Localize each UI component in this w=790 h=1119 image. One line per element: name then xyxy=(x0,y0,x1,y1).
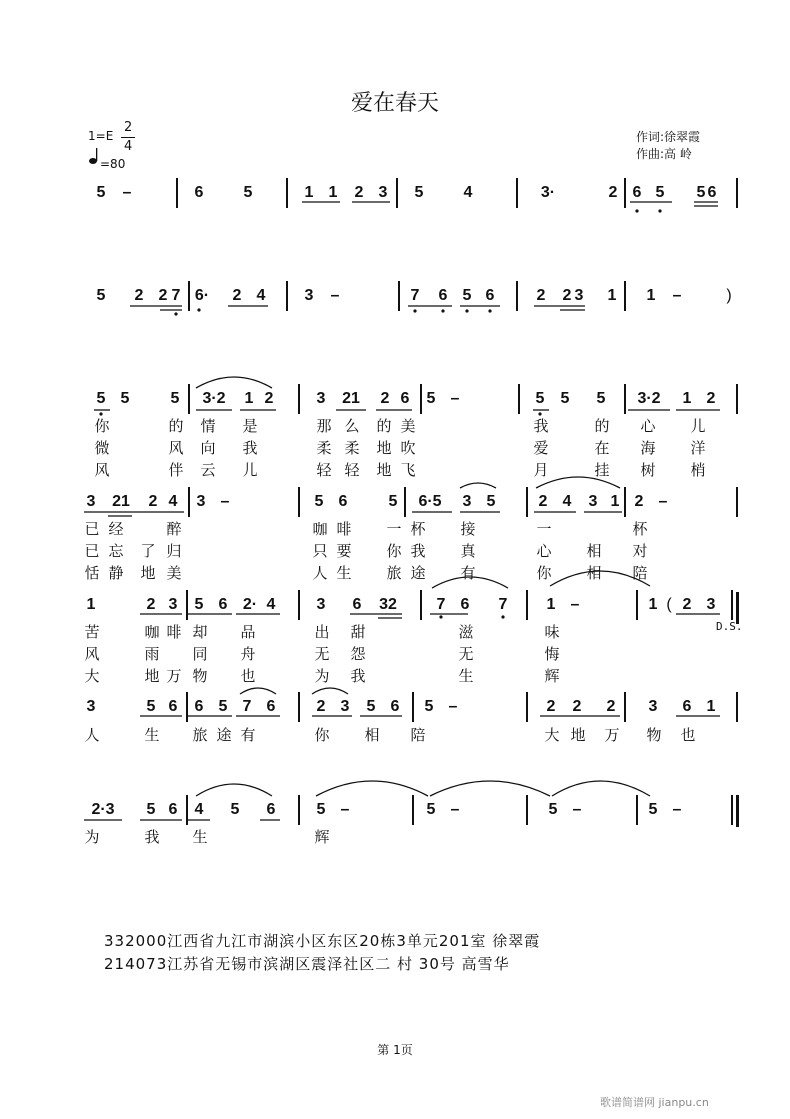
lyric: 轻 xyxy=(316,461,332,479)
note: 5 xyxy=(96,184,106,201)
note: 5 xyxy=(424,698,434,715)
lyric: 飞 xyxy=(400,461,416,479)
lyric: 却 xyxy=(192,623,208,641)
note: 7 xyxy=(498,596,508,613)
note: 32 xyxy=(379,596,397,613)
lyric: 心 xyxy=(536,542,552,560)
lyric: 悔 xyxy=(544,645,560,663)
note: 6 xyxy=(460,596,470,613)
note: 3 xyxy=(648,698,658,715)
note: 2 xyxy=(264,390,274,407)
note: 2 xyxy=(354,184,364,201)
barline xyxy=(526,487,528,517)
note: 1 xyxy=(682,390,692,407)
barline xyxy=(624,178,626,208)
note: 1 xyxy=(706,698,716,715)
lyric: 爱 xyxy=(533,439,549,457)
lyric: 陪 xyxy=(410,726,426,744)
barline xyxy=(412,795,414,825)
note: 1 xyxy=(244,390,254,407)
lyric: 一 xyxy=(536,520,552,538)
note: – xyxy=(330,287,340,304)
barline xyxy=(412,692,414,722)
note: 5 xyxy=(243,184,253,201)
note: 3·2 xyxy=(637,390,661,407)
lyric: 忘 xyxy=(108,542,124,560)
note: 4 xyxy=(168,493,178,510)
note: 4 xyxy=(256,287,266,304)
lyric: 大 xyxy=(544,726,560,744)
note: – xyxy=(672,801,682,818)
lyric: 生 xyxy=(144,726,160,744)
lyric: 归 xyxy=(166,542,182,560)
barline xyxy=(516,281,518,311)
lyric: 醉 xyxy=(166,520,182,538)
note: 6 xyxy=(707,184,717,201)
lyric: 你 xyxy=(314,726,330,744)
lyric: 生 xyxy=(192,828,208,846)
note: 6 xyxy=(218,596,228,613)
note: 5 xyxy=(462,287,472,304)
lyric: 是 xyxy=(242,417,258,435)
lyric: 对 xyxy=(632,542,648,560)
lyric: 的 xyxy=(594,417,610,435)
barline xyxy=(518,384,520,414)
lyric: 美 xyxy=(166,564,182,582)
note: 6 xyxy=(168,801,178,818)
lyric: 真 xyxy=(460,542,476,560)
note: 5 xyxy=(388,493,398,510)
note: 5 xyxy=(96,287,106,304)
note: 3 xyxy=(378,184,388,201)
barline xyxy=(636,590,638,620)
open-paren: ( xyxy=(666,596,672,613)
note: 2 xyxy=(572,698,582,715)
lyric: 雨 xyxy=(144,645,160,663)
note: 5 xyxy=(218,698,228,715)
barline xyxy=(176,178,178,208)
barline xyxy=(186,590,188,620)
note: 5 xyxy=(414,184,424,201)
note: 1 xyxy=(648,596,658,613)
lyric: 风 xyxy=(84,645,100,663)
note: 2 xyxy=(606,698,616,715)
lyric: 伴 xyxy=(168,461,184,479)
lyric: 出 xyxy=(314,623,330,641)
lyric: 一 xyxy=(386,520,402,538)
note: 6 xyxy=(338,493,348,510)
note: 7 xyxy=(242,698,252,715)
note: 6 xyxy=(682,698,692,715)
barline xyxy=(404,487,406,517)
note: 5 xyxy=(230,801,240,818)
note: – xyxy=(572,801,582,818)
note: 6· xyxy=(194,287,210,304)
lyric: 情 xyxy=(200,417,216,435)
barline xyxy=(731,795,733,825)
lyric: 万 xyxy=(604,726,620,744)
lyric: 静 xyxy=(108,564,124,582)
note: 7 xyxy=(436,596,446,613)
note: 5 xyxy=(314,493,324,510)
barline xyxy=(420,384,422,414)
lyric: 咖 xyxy=(144,623,160,641)
note: 2 xyxy=(536,287,546,304)
note: 1 xyxy=(610,493,620,510)
note: 6·5 xyxy=(418,493,442,510)
note: 4 xyxy=(194,801,204,818)
note: 3 xyxy=(588,493,598,510)
barline xyxy=(636,795,638,825)
note: 7 xyxy=(171,287,181,304)
lyric: 舟 xyxy=(240,645,256,663)
note: 2 xyxy=(232,287,242,304)
lyric: 云 xyxy=(200,461,216,479)
lyric: 那 xyxy=(316,417,332,435)
lyric: 相 xyxy=(364,726,380,744)
barline xyxy=(736,384,738,414)
note: 5 xyxy=(194,596,204,613)
lyric: 了 xyxy=(140,542,156,560)
lyric: 已 xyxy=(84,520,100,538)
barline xyxy=(624,692,626,722)
lyric: 的 xyxy=(168,417,184,435)
note: 4 xyxy=(562,493,572,510)
note: 6 xyxy=(194,184,204,201)
note: 2 xyxy=(148,493,158,510)
barline xyxy=(526,795,528,825)
time-signature-top: 2 xyxy=(124,120,133,135)
note: 5 xyxy=(560,390,570,407)
note: – xyxy=(658,493,668,510)
note: 6 xyxy=(266,698,276,715)
note: 1 xyxy=(328,184,338,201)
lyric: 也 xyxy=(680,726,696,744)
note: 5 xyxy=(426,390,436,407)
lyric: 么 xyxy=(344,417,360,435)
note: 2 xyxy=(634,493,644,510)
barline xyxy=(624,487,626,517)
lyric: 人 xyxy=(84,726,100,744)
lyric: 我 xyxy=(350,667,366,685)
note: 2· xyxy=(242,596,258,613)
note: – xyxy=(340,801,350,818)
note: 6 xyxy=(485,287,495,304)
lyric: 心 xyxy=(640,417,656,435)
lyric: 你 xyxy=(536,564,552,582)
time-signature-bottom: 4 xyxy=(124,139,133,154)
lyric: 为 xyxy=(314,667,330,685)
lyric: 万 xyxy=(166,667,182,685)
note: – xyxy=(122,184,132,201)
lyric: 儿 xyxy=(242,461,258,479)
note: 1 xyxy=(607,287,617,304)
note: 6 xyxy=(400,390,410,407)
note: 3· xyxy=(540,184,556,201)
note: 6 xyxy=(194,698,204,715)
note: 5 xyxy=(146,698,156,715)
barline xyxy=(188,384,190,414)
lyric: 怨 xyxy=(350,645,366,663)
lyric: 相 xyxy=(586,564,602,582)
lyric: 树 xyxy=(640,461,656,479)
lyric: 杯 xyxy=(632,520,648,538)
note: 6 xyxy=(438,287,448,304)
lyric: 物 xyxy=(646,726,662,744)
lyric: 梢 xyxy=(690,461,706,479)
lyric: 柔 xyxy=(316,439,332,457)
barline xyxy=(736,178,738,208)
note: 1 xyxy=(304,184,314,201)
lyric: 甜 xyxy=(350,623,366,641)
note: 3 xyxy=(462,493,472,510)
note: – xyxy=(448,698,458,715)
lyric: 洋 xyxy=(690,439,706,457)
lyric: 在 xyxy=(594,439,610,457)
note: 21 xyxy=(112,493,130,510)
lyric: 你 xyxy=(94,417,110,435)
barline xyxy=(188,487,190,517)
note: 7 xyxy=(410,287,420,304)
barline xyxy=(298,795,300,825)
lyric: 地 xyxy=(376,461,392,479)
lyric: 地 xyxy=(140,564,156,582)
barline xyxy=(624,384,626,414)
lyric: 咖 xyxy=(312,520,328,538)
note: 3 xyxy=(168,596,178,613)
lyric: 接 xyxy=(460,520,476,538)
note: 2 xyxy=(146,596,156,613)
note: 2 xyxy=(562,287,572,304)
note: 6 xyxy=(390,698,400,715)
note: 5 xyxy=(596,390,606,407)
lyric: 生 xyxy=(336,564,352,582)
note: – xyxy=(450,390,460,407)
lyric: 苦 xyxy=(84,623,100,641)
note: 2 xyxy=(380,390,390,407)
lyric: 吹 xyxy=(400,439,416,457)
note: 1 xyxy=(86,596,96,613)
note: 1 xyxy=(646,287,656,304)
note: 6 xyxy=(632,184,642,201)
note: – xyxy=(220,493,230,510)
barline xyxy=(186,692,188,722)
lyric: 味 xyxy=(544,623,560,641)
barline xyxy=(526,692,528,722)
note: 3 xyxy=(196,493,206,510)
barline xyxy=(624,281,626,311)
lyric: 无 xyxy=(458,645,474,663)
barline xyxy=(396,178,398,208)
note: 2 xyxy=(682,596,692,613)
note: 2 xyxy=(546,698,556,715)
lyric: 辉 xyxy=(314,828,330,846)
note: 5 xyxy=(486,493,496,510)
lyric: 辉 xyxy=(544,667,560,685)
note: 2·3 xyxy=(91,801,115,818)
tempo-marking: =80 xyxy=(100,157,126,171)
lyric: 经 xyxy=(108,520,124,538)
note: 5 xyxy=(170,390,180,407)
lyric: 我 xyxy=(242,439,258,457)
note: 2 xyxy=(608,184,618,201)
barline xyxy=(736,487,738,517)
lyric: 啡 xyxy=(336,520,352,538)
lyric: 地 xyxy=(376,439,392,457)
page-title: 爱在春天 xyxy=(350,91,439,116)
lyric: 物 xyxy=(192,667,208,685)
lyric: 啡 xyxy=(166,623,182,641)
lyric: 挂 xyxy=(594,461,610,479)
note: 5 xyxy=(696,184,706,201)
note: – xyxy=(570,596,580,613)
barline xyxy=(731,590,733,620)
lyric: 也 xyxy=(240,667,256,685)
lyric: 我 xyxy=(533,417,549,435)
lyric: 途 xyxy=(216,726,232,744)
note: 3 xyxy=(304,287,314,304)
note: 3 xyxy=(316,596,326,613)
lyric: 地 xyxy=(144,667,160,685)
lyric: 途 xyxy=(410,564,426,582)
lyric: 轻 xyxy=(344,461,360,479)
key-signature: 1=E xyxy=(88,129,114,143)
note: 3 xyxy=(706,596,716,613)
address-line-2: 214073江苏省无锡市滨湖区震泽社区二 村 30号 高雪华 xyxy=(104,955,510,973)
ds-marking: D.S. xyxy=(716,620,743,633)
lyric: 人 xyxy=(312,564,328,582)
note: 5 xyxy=(426,801,436,818)
note: 6 xyxy=(352,596,362,613)
lyric: 微 xyxy=(94,439,110,457)
note: 6 xyxy=(168,698,178,715)
barline xyxy=(298,487,300,517)
lyric: 你 xyxy=(386,542,402,560)
note: – xyxy=(672,287,682,304)
lyric: 只 xyxy=(312,542,328,560)
lyric: 已 xyxy=(84,542,100,560)
note: 5 xyxy=(548,801,558,818)
note: 5 xyxy=(120,390,130,407)
note: 3·2 xyxy=(202,390,226,407)
barline xyxy=(286,178,288,208)
note: 2 xyxy=(538,493,548,510)
note: 4 xyxy=(266,596,276,613)
lyric: 柔 xyxy=(344,439,360,457)
close-paren: ) xyxy=(726,287,732,304)
lyric: 品 xyxy=(240,623,256,641)
lyric: 无 xyxy=(314,645,330,663)
note: 2 xyxy=(158,287,168,304)
note: 3 xyxy=(86,698,96,715)
barline xyxy=(298,384,300,414)
lyric: 大 xyxy=(84,667,100,685)
lyric: 月 xyxy=(533,461,549,479)
note: 5 xyxy=(146,801,156,818)
lyric: 美 xyxy=(400,417,416,435)
lyric: 我 xyxy=(410,542,426,560)
note: 5 xyxy=(96,390,106,407)
lyric: 同 xyxy=(192,645,208,663)
barline xyxy=(298,590,300,620)
lyricist-credit: 作词:徐翠霞 xyxy=(636,130,701,144)
barline xyxy=(736,692,738,722)
note: 3 xyxy=(574,287,584,304)
address-line-1: 332000江西省九江市湖滨小区东区20栋3单元201室 徐翠霞 xyxy=(104,932,541,950)
note: 1 xyxy=(546,596,556,613)
note: 2 xyxy=(706,390,716,407)
lyric: 的 xyxy=(376,417,392,435)
barline xyxy=(186,795,188,825)
lyric: 旅 xyxy=(386,564,402,582)
note: 3 xyxy=(340,698,350,715)
lyric: 有 xyxy=(460,564,476,582)
lyric: 恬 xyxy=(84,564,100,582)
lyric: 儿 xyxy=(690,417,706,435)
lyric: 风 xyxy=(168,439,184,457)
lyric: 生 xyxy=(458,667,474,685)
lyric: 旅 xyxy=(192,726,208,744)
note: 5 xyxy=(648,801,658,818)
barline xyxy=(286,281,288,311)
page-number: 第 1页 xyxy=(377,1043,413,1057)
note: – xyxy=(450,801,460,818)
lyric: 为 xyxy=(84,828,100,846)
note: 3 xyxy=(86,493,96,510)
lyric: 杯 xyxy=(410,520,426,538)
lyric: 滋 xyxy=(458,623,474,641)
note: 5 xyxy=(366,698,376,715)
lyric: 相 xyxy=(586,542,602,560)
lyric: 海 xyxy=(640,439,656,457)
lyric: 陪 xyxy=(632,564,648,582)
composer-credit: 作曲:高 岭 xyxy=(636,147,692,161)
barline xyxy=(298,692,300,722)
lyric: 风 xyxy=(94,461,110,479)
note: 5 xyxy=(316,801,326,818)
note: 4 xyxy=(463,184,473,201)
lyric: 我 xyxy=(144,828,160,846)
note: 3 xyxy=(316,390,326,407)
barline xyxy=(398,281,400,311)
lyric: 向 xyxy=(200,439,216,457)
barline xyxy=(516,178,518,208)
note: 6 xyxy=(266,801,276,818)
barline xyxy=(420,590,422,620)
note: 2 xyxy=(316,698,326,715)
lyric: 地 xyxy=(570,726,586,744)
note: 5 xyxy=(535,390,545,407)
barline xyxy=(188,281,190,311)
barline xyxy=(526,590,528,620)
lyric: 要 xyxy=(336,542,352,560)
lyric: 有 xyxy=(240,726,256,744)
watermark: 歌谱简谱网 jianpu.cn xyxy=(600,1096,709,1109)
note: 2 xyxy=(134,287,144,304)
note: 21 xyxy=(342,390,360,407)
note: 5 xyxy=(655,184,665,201)
